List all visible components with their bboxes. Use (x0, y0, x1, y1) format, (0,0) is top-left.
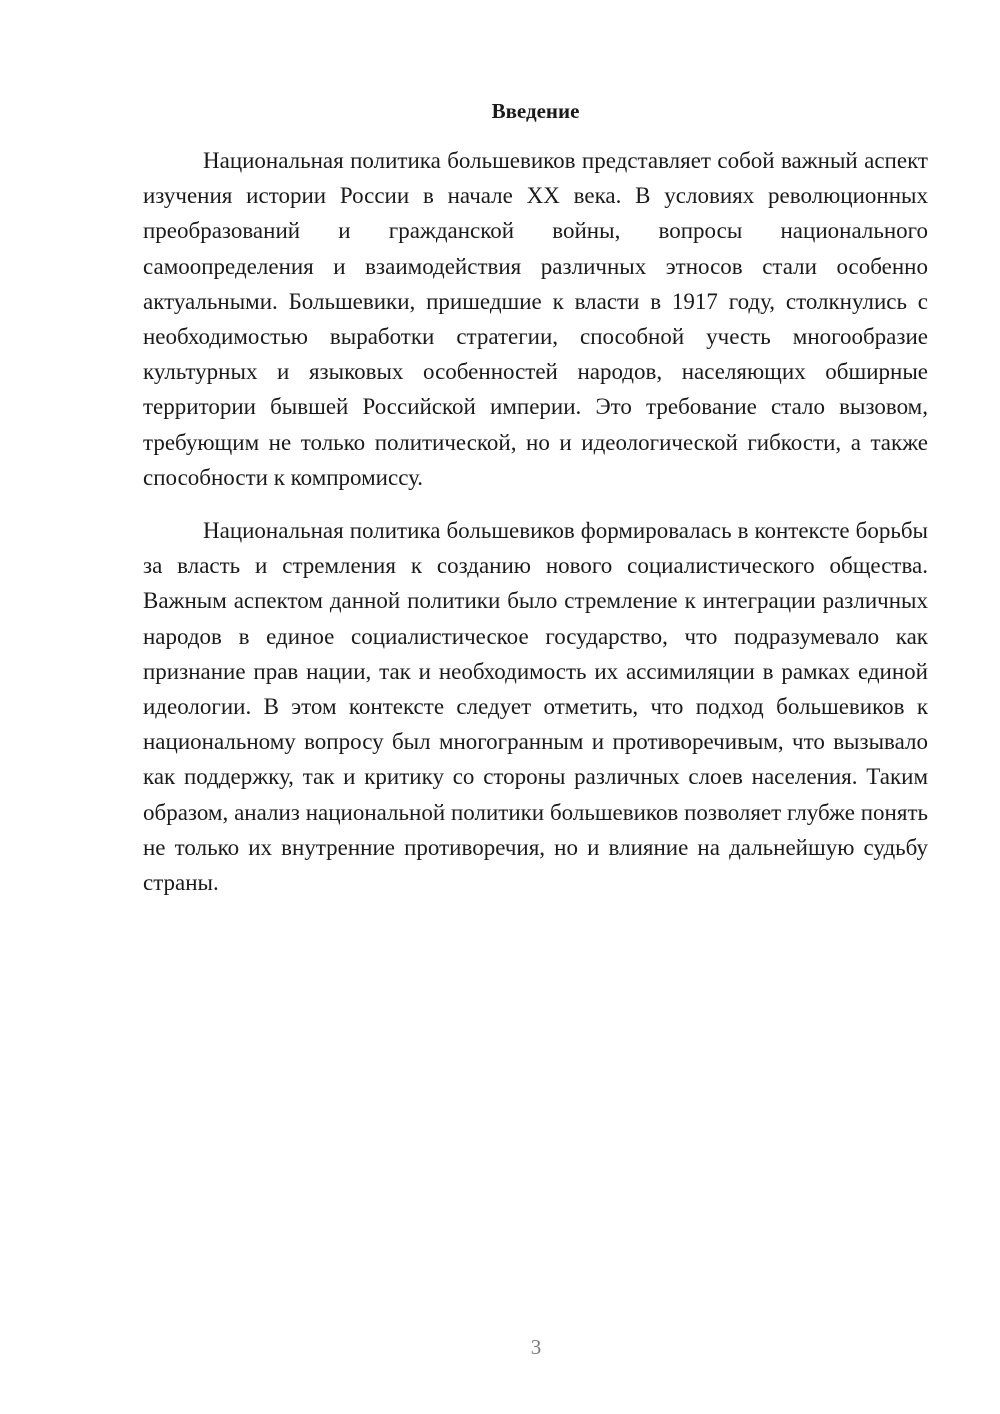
paragraph: Национальная политика большевиков формировалась в контексте борьбы за власть и стремления к созданию нового социалистического общества. Важным аспектом данной политики было стремление к интеграции различных народов в единое социалистическое государство, что подразумевало как признание прав нации, так и необходимость их ассимиляции в рамках единой идеологии. В этом контексте следует отметить, что подход большевиков к национальному вопросу был многогранным и противоречивым, что вызывало как поддержку, так и критику со стороны различных слоев населения. Таким образом, анализ национальной политики большевиков позволяет глубже понять не только их внутренние противоречия, но и влияние на дальнейшую судьбу страны. (143, 518, 928, 896)
page-content (143, 96, 928, 900)
paragraph: Национальная политика большевиков представляет собой важный аспект изучения истории России в начале XX века. В условиях революционных преобразований и гражданской войны, вопросы национального самоопределения и взаимодействия различных этносов стали особенно актуальными. Большевики, пришедшие к власти в 1917 году, столкнулись с необходимостью выработки стратегии, способной учесть многообразие культурных и языковых особенностей народов, населяющих обширные территории бывшей Российской империи. Это требование стало вызовом, требующим не только политической, но и идеологической гибкости, а также способности к компромиссу. (143, 148, 928, 490)
section-heading: Введение (491, 99, 580, 123)
page-number: 3 (530, 1335, 542, 1359)
